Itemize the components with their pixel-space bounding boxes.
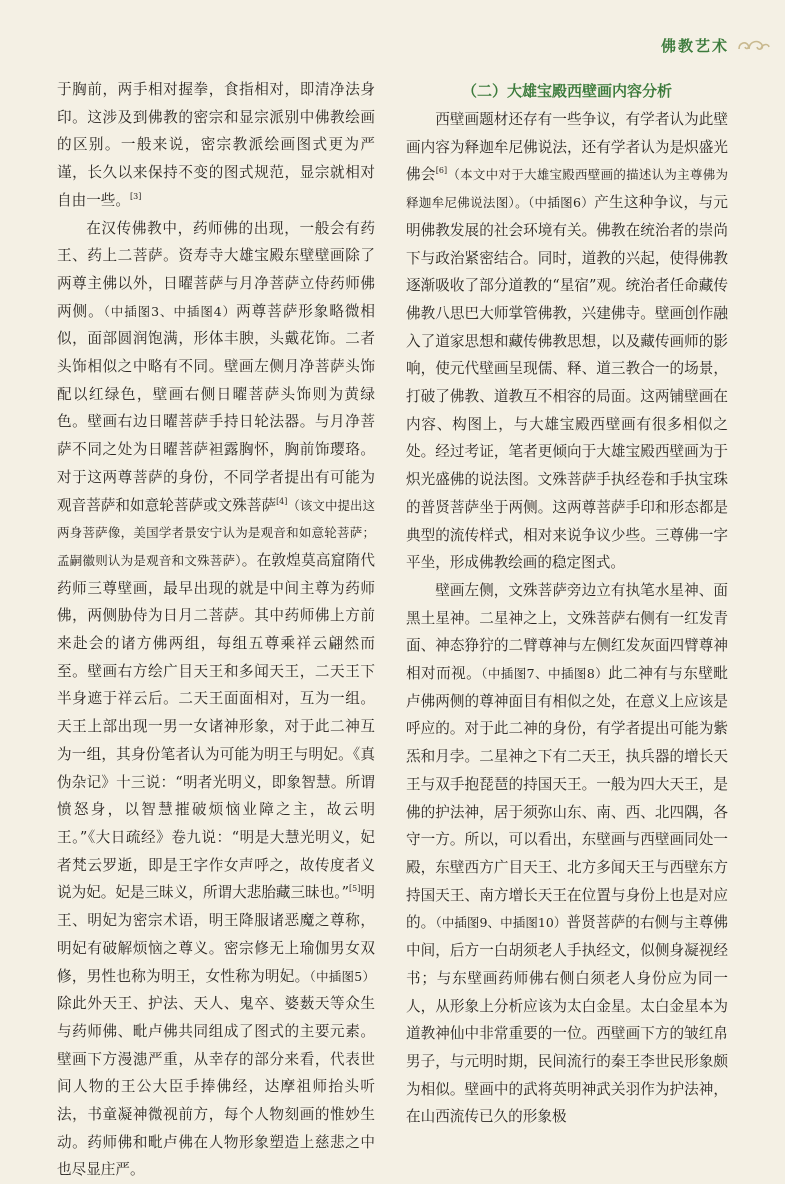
figure-reference: 。（中插图6） — [515, 195, 595, 211]
figure-reference: （中插图3、中插图4） — [103, 303, 237, 319]
body-text: 。在敦煌莫高窟隋代药师三尊壁画，最早出现的就是中间主尊为药师佛，两侧胁侍为日月二菩萨。其中药师佛上方前来赴会的诸方佛两组，每组五尊乘祥云翩然而至。壁画右方绘广目天王和多闻天王，二天王下半身遮于祥云后。二天王面面相对，互为一组。天王上部出现一男一女诸神形象，对于此二神互为一组，其身份笔者认为可能为明王与明妃。《真伪杂记》十三说：“明者光明义，即象智慧。所谓愤怒身，以智慧摧破烦恼业障之主，故云明王。”《大日疏经》卷九说：“明是大慧光明义，妃者梵云罗逝，即是王字作女声呼之，故传度者义说为妃。妃是三昧义，所谓大悲胎藏三昧也。” — [57, 551, 375, 902]
section-heading: （二）大雄宝殿西壁画内容分析 — [461, 82, 672, 100]
figure-reference: （中插图9、中插图10） — [435, 915, 567, 931]
running-title: 佛教艺术 — [660, 36, 729, 55]
figure-reference: （中插图7、中插图8） — [481, 666, 609, 682]
annotation: （该文中提出这两身菩萨像，美国学者景安宁认为是观音和如意轮菩萨；孟嗣徽则认为是观音和文殊菩萨） — [57, 497, 375, 568]
body-text: 在汉传佛教中，药师佛的出现，一般会有药王、药上二菩萨。资寿寺大雄宝殿东壁壁画除了两尊主佛以外，日曜菩萨与月净菩萨立侍药师佛两侧。 — [57, 219, 375, 320]
figure-reference: （中插图5） — [309, 968, 375, 984]
paragraph — [57, 76, 375, 215]
paragraph — [406, 106, 728, 577]
body-text: 除此外天王、护法、天人、鬼卒、婆薮天等众生与药师佛、毗卢佛共同组成了图式的主要元素。壁画下方漫漶严重，从幸存的部分来看，代表世间人物的王公大臣手捧佛经，达摩祖师抬头听法，书童凝神微视前方，每个人物刻画的惟妙生动。药师佛和毗卢佛在人物形象塑造上慈悲之中也尽显庄严。 — [57, 995, 375, 1179]
right-column — [406, 76, 728, 1131]
cloud-swirl-icon — [737, 37, 771, 53]
body-text: 普贤菩萨的右侧与主尊佛中间，后方一白胡须老人手执经文，似侧身凝视经书；与东壁画药师佛右侧白须老人身份应为同一人，从形象上分析应该为太白金星。太白金星本为道教神仙中非常重要的一位。西壁画下方的皱红帛男子，与元明时期，民间流行的秦王李世民形象颇为相似。壁画中的武将英明神武关羽作为护法神，在山西流传已久的形象极 — [406, 914, 728, 1126]
body-text: 于胸前，两手相对握拳，食指相对，即清净法身印。这涉及到佛教的密宗和显宗派别中佛教绘画的区别。一般来说，密宗教派绘画图式更为严谨，长久以来保持不变的图式规范，显宗就相对自由一些。 — [57, 81, 375, 209]
citation: [4] — [276, 496, 288, 506]
body-text: 两尊菩萨形象略微相似，面部圆润饱满，形体丰腴，头戴花饰。二者头饰相似之中略有不同。壁画左侧月净菩萨头饰配以红绿色，壁画右侧日曜菩萨头饰则为黄绿色。壁画右边日曜菩萨手持日轮法器。与月净菩萨不同之处为日曜菩萨袒露胸怀，胸前饰璎珞。对于这两尊菩萨的身份，不同学者提出有可能为观音菩萨和如意轮菩萨或文殊菩萨 — [57, 302, 375, 514]
citation: [3] — [129, 191, 142, 201]
left-column — [57, 76, 375, 1184]
body-text: 明王、明妃为密宗术语，明王降服诸恶魔之尊称，明妃有破解烦恼之尊义。密宗修无上瑜伽男女双修，男性也称为明王，女性称为明妃。 — [57, 884, 375, 985]
citation: [6] — [435, 166, 448, 176]
annotation: （本文中对于大雄宝殿西壁画的描述认为主尊佛为释迦牟尼佛说法图） — [406, 167, 728, 211]
paragraph — [57, 215, 375, 1184]
body-text: 西壁画题材还存有一些争议，有学者认为此壁画内容为释迦牟尼佛说法，还有学者认为是炽盛光佛会 — [406, 111, 728, 184]
paragraph — [406, 577, 728, 1131]
page-header — [0, 0, 785, 66]
section-tag — [585, 30, 785, 60]
citation: [5] — [349, 884, 361, 894]
body-text: 壁画左侧，文殊菩萨旁边立有执笔水星神、面黑土星神。二星神之上，文殊菩萨右侧有一红发青面、神态狰狞的二臂尊神与左侧红发灰面四臂尊神相对而视。 — [406, 581, 728, 683]
body-text: 产生这种争议，与元明佛教发展的社会环境有关。佛教在统治者的崇尚下与政治紧密结合。同时，道教的兴起，使得佛教逐渐吸收了部分道教的“星宿”观。统治者任命藏传佛教八思巴大师掌管佛教，兴建佛寺。壁画创作融入了道家思想和藏传佛教思想，以及藏传画师的影响，使元代壁画呈现儒、释、道三教合一的场景，打破了佛教、道教互不相容的局面。这两铺壁画在内容、构图上，与大雄宝殿西壁画有很多相似之处。经过考证，笔者更倾向于大雄宝殿西壁画为于炽光盛佛的说法图。文殊菩萨手执经卷和手执宝珠的普贤菩萨坐于两侧。这两尊菩萨手印和形态都是典型的流传样式，相对来说争议少些。三尊佛一字平坐，形成佛教绘画的稳定图式。 — [406, 194, 728, 572]
body-text: 此二神有与东壁毗卢佛两侧的尊神面目有相似之处，在意义上应该是呼应的。对于此二神的身份，有学者提出可能为紫炁和月孛。二星神之下有二天王，执兵器的增长天王与双手抱琵琶的持国天王。一般为四大天王，是佛的护法神，居于须弥山东、南、西、北四隅，各守一方。所以，可以看出，东壁画与西壁画同处一殿，东壁西方广目天王、北方多闻天王与西壁东方持国天王、南方增长天王在位置与身份上也是对应的。 — [406, 665, 728, 932]
